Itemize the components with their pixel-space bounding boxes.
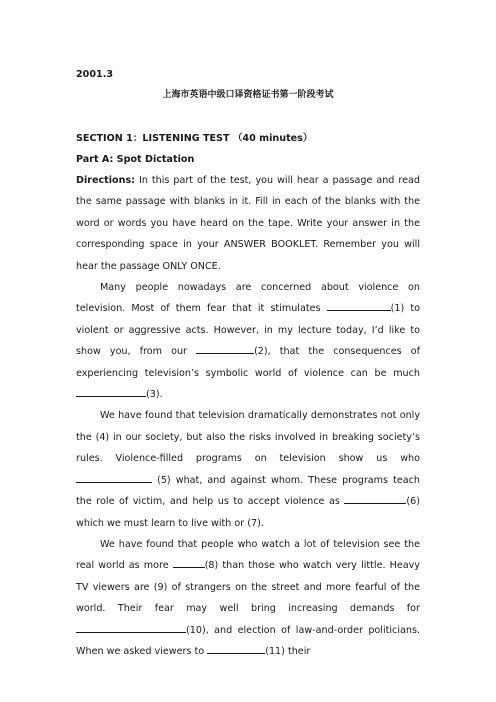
- directions-text: In this part of the test, you will hear a passage and read the same passage with blanks in it. Fill in each of the blanks with the word or words you have heard on the tape. Write your answer in the corresponding space in your ANSWER BOOKLET. Remember you will hear the passage ONLY ONCE.: [76, 175, 420, 272]
- answer-blank-2[interactable]: [196, 342, 254, 354]
- passage-text: (8) than those who watch very little. Heavy TV viewers are (9) of strangers on the street and more fearful of the world. Their fear may well bring increasing demands for: [76, 560, 420, 615]
- passage-text: (6) which we must learn to live with or (7).: [76, 496, 420, 529]
- passage-text: (11) their: [265, 645, 311, 657]
- document-content: [76, 64, 420, 662]
- exam-date: 2001.3: [76, 69, 114, 80]
- passage-text: We have found that people who watch a lot of television see the real world as more: [76, 538, 420, 572]
- passage-text: (1) to violent or aggressive acts. However, in my lecture today, I’d like to show you, from our: [76, 303, 420, 358]
- exam-title: 上海市英语中级口译资格证书第一阶段考试: [162, 90, 334, 100]
- passage-text: (10), and election of law-and-order politicians. When we asked viewers to: [76, 624, 420, 657]
- passage-text: (5) what, and against whom. These programs teach the role of victim, and help us to accept violence as: [76, 474, 420, 508]
- answer-blank-5[interactable]: [76, 471, 152, 483]
- directions-label: Directions:: [76, 175, 136, 186]
- answer-blank-8[interactable]: [173, 556, 205, 568]
- section-heading: SECTION 1：LISTENING TEST （40 minutes）: [76, 133, 313, 144]
- passage-paragraph-2: [76, 405, 420, 533]
- passage-text: (3).: [146, 389, 163, 401]
- passage-paragraph-1: [76, 277, 420, 405]
- passage-text: Many people nowadays are concerned about violence on television. Most of them fear that it stimulates: [76, 282, 420, 315]
- directions-paragraph: [76, 170, 420, 277]
- answer-blank-3[interactable]: [76, 385, 146, 397]
- passage-text: We have found that television dramatically demonstrates not only the (4) in our society, but also the risks involved in breaking society’s rules. Violence-filled programs on television show us who: [76, 410, 420, 465]
- passage-paragraph-3: [76, 534, 420, 662]
- spacer: [76, 107, 420, 128]
- answer-blank-1[interactable]: [327, 299, 391, 311]
- answer-blank-11[interactable]: [207, 642, 265, 654]
- answer-blank-6[interactable]: [344, 492, 406, 504]
- part-heading: Part A: Spot Dictation: [76, 154, 195, 165]
- passage-text: (2), that the consequences of experiencing television’s symbolic world of violence can be much: [76, 346, 420, 379]
- answer-blank-10[interactable]: [76, 621, 186, 633]
